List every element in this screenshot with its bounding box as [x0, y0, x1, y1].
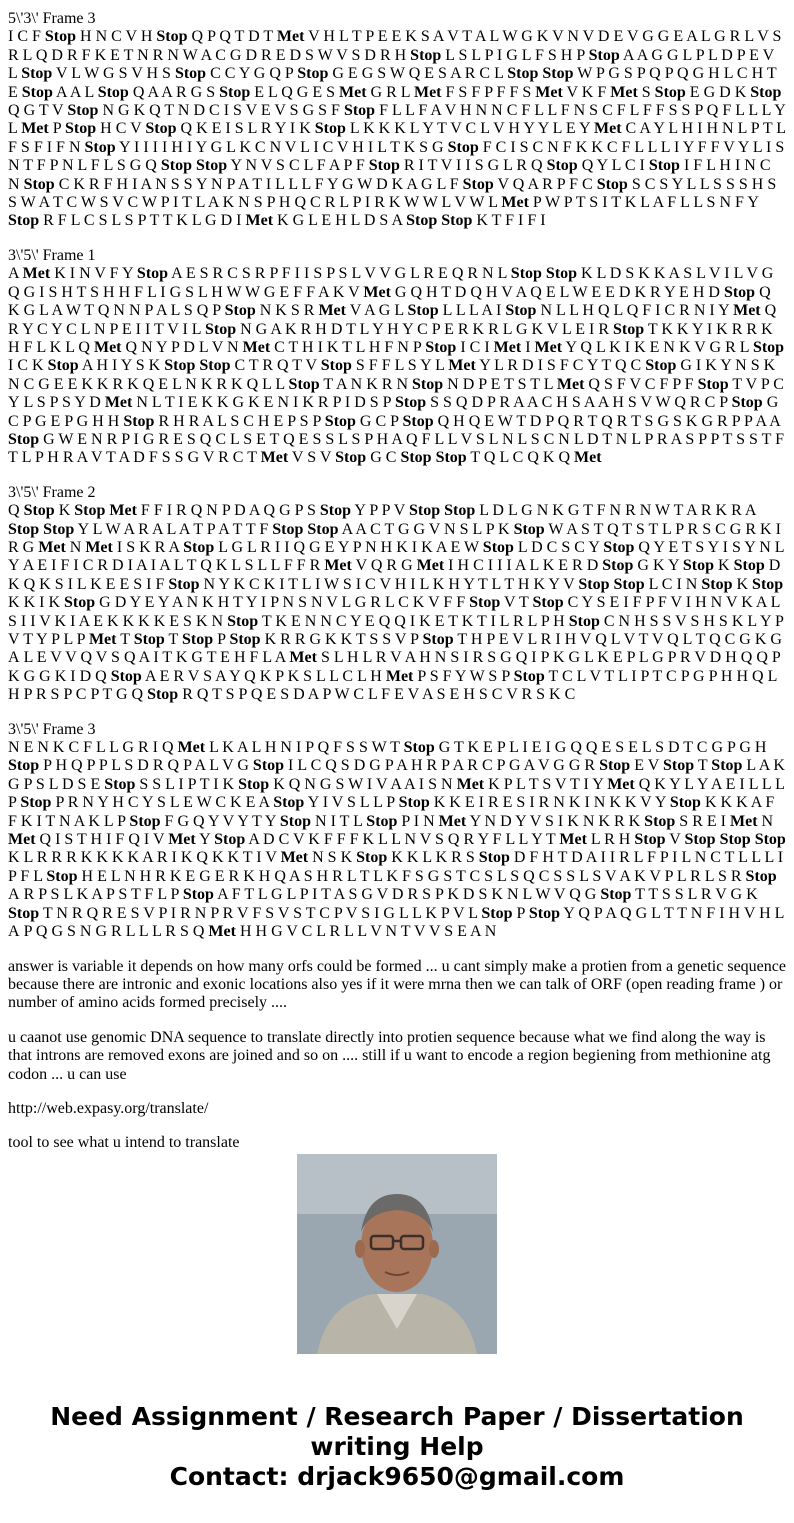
met-codon: Met	[594, 120, 622, 138]
stop-codon: Stop	[444, 502, 476, 520]
met-codon: Met	[574, 449, 602, 467]
stop-codon: Stop	[8, 904, 40, 922]
stop-codon: Stop	[156, 28, 188, 46]
stop-codon: Stop	[723, 283, 756, 301]
stop-codon: Stop	[64, 594, 96, 612]
stop-codon: Stop	[199, 357, 231, 375]
stop-codon: Stop	[183, 538, 215, 556]
met-codon: Met	[289, 649, 317, 667]
stop-codon: Stop	[238, 775, 270, 793]
stop-codon: Stop	[366, 812, 398, 830]
met-codon: Met	[242, 338, 271, 356]
stop-codon: Stop	[697, 375, 729, 393]
stop-codon: Stop	[252, 757, 285, 775]
answer-paragraph: answer is variable it depends on how many orfs could be formed ... u cant simply make a protien from a genetic sequence because there are intronic and exonic locations also yes if it were mrna then we can talk of ORF (open reading frame ) or number of amino acids formed precisely ....	[8, 957, 786, 1012]
met-codon: Met	[93, 338, 122, 356]
stop-codon: Stop	[123, 412, 155, 430]
met-codon: Met	[208, 923, 236, 941]
stop-codon: Stop	[602, 557, 634, 575]
stop-codon: Stop	[669, 794, 701, 812]
stop-codon: Stop	[410, 46, 442, 64]
stop-codon: Stop	[67, 102, 99, 120]
met-codon: Met	[85, 538, 113, 556]
stop-codon: Stop	[145, 120, 177, 138]
met-codon: Met	[38, 538, 66, 556]
stop-codon: Stop	[324, 412, 356, 430]
stop-codon: Stop	[23, 175, 55, 193]
stop-codon: Stop	[596, 175, 628, 193]
met-codon: Met	[339, 83, 367, 101]
stop-codon: Stop	[8, 212, 40, 230]
answer-paragraph: u caanot use genomic DNA sequence to translate directly into protien sequence because what we find along the way is that introns are removed exons are joined and so on .... still if u want to encode a region begiening from methionine atg codon ... u can use	[8, 1028, 771, 1083]
stop-codon: Stop	[425, 338, 457, 356]
stop-codon: Stop	[204, 320, 237, 338]
met-codon: Met	[729, 812, 758, 830]
met-codon: Met	[168, 831, 196, 849]
stop-codon: Stop	[182, 886, 214, 904]
met-codon: Met	[88, 631, 117, 648]
stop-codon: Stop	[320, 357, 352, 375]
stop-codon: Stop	[343, 102, 376, 120]
stop-codon: Stop	[634, 831, 666, 849]
stop-codon: Stop	[227, 612, 259, 630]
answer-content	[8, 10, 786, 1152]
stop-codon: Stop	[542, 65, 574, 83]
stop-codon: Stop	[97, 83, 129, 101]
met-codon: Met	[8, 831, 36, 849]
stop-codon: Stop	[74, 502, 106, 520]
frame-sequence: A Met K I N V F Y Stop A E S R C S R P F I I S P S L V V G L R E Q R N L Stop Stop K L D S K K A S L V I L V G Q G I S H T S H H F L I G S L H W W G E F F A K V Met G Q H T D Q H V A Q E L W E E D K R Y E H D Stop Q K G L A W T Q N N P A L S Q P Stop N K S R Met V A G L Stop L L L A I Stop N L L H Q L Q F I C R N I Y Met Q R Y C Y C L N P E I I T V I L Stop N G A K R H D T L Y H Y C P E R K R L G K V L E I R Stop T K K Y I K R R K H F L K L Q Met Q N Y P D L V N Met C T H I K T L H F N P Stop I C I Met I Met Y Q L K I K E N K V G R L Stop I C K Stop A H I Y S K Stop Stop C T R Q T V Stop S F F L S Y L Met Y L R D I S F C Y T Q C Stop G I K Y N S K N C G E E K K R K Q E L N K R K Q L L Stop T A N K R N Stop N D P E T S T L Met Q S F V C F P F Stop T V P C Y L S P S Y D Met N L T I E K K G K E N I K R P I D S P Stop S S Q D P R A A C H S A A H S V W Q R C P Stop G C P G E P G H H Stop R H R A L S C H E P S P Stop G C P Stop Q H Q E W T D P Q R T Q R T S G S K G R P P A A Stop G W E N R P I G R E S Q C L S E T Q E S S L S P H A Q F L L V S L N L S C N L D T N L P R A S P P T S S T F T L P H R A V T A D F S S G V R C T Met V S V Stop G C Stop Stop T Q L C Q K Q Met	[8, 265, 785, 467]
stop-codon: Stop	[44, 28, 77, 46]
frame-sequence: I C F Stop H N C V H Stop Q P Q T D T Met V H L T P E E K S A V T A L W G K V N V D E V G G E A L G R L V S R L Q D R F K E T N R N W A C G D R E D S W V S D R H Stop L S L P I G L F S H P Stop A A G G L P L D P E V L Stop V L W G S V H S Stop C C Y G Q P Stop G E G S W Q E S A R C L Stop Stop W P G S P Q P Q G H L C H T E Stop A A L Stop Q A A R G S Stop E L Q G E S Met G R L Met F S F P F F S Met V K F Met S Stop E G D K Stop Q G T V Stop N G K Q T N D C I S V E V S G S F Stop F L L F A V H N N C F L L F N S C F L F F S S P Q F L L L Y L Met P Stop H C V Stop Q K E I S L R Y I K Stop L K K K L Y T V C L V H Y Y L E Y Met C A Y L H I H N L P T L F S F I F N Stop Y I I I I H I Y G L K C N V L I C V H I L T K S G Stop F C I S C N F K K C F L L L I Y F F V Y L I S N T F P N L F L S G Q Stop Stop Y N V S C L F A P F Stop R I T V I I S G L R Q Stop Q Y L C I Stop I F L H I N C N Stop C K R F H I A N S S Y N P A T I L L L F Y G W D K A G L F Stop V Q A R P F C Stop S C S Y L L S S S H S S W A T C W S V C W P I T L A K N S P H Q C R L P I R K W W L V W L Met P W P T S I T K L A F L L S N F Y Stop R F L C S L S P T T K L G D I Met K G L E H L D S A Stop Stop K T F I F I	[8, 28, 786, 230]
frame-title: 3\'5\' Frame 3	[8, 720, 96, 738]
met-codon: Met	[438, 812, 467, 830]
frame-block	[8, 10, 786, 231]
met-codon: Met	[493, 338, 522, 356]
stop-codon: Stop	[613, 320, 645, 338]
stop-codon: Stop	[335, 449, 367, 467]
stop-codon: Stop	[47, 357, 79, 375]
stop-codon: Stop	[136, 265, 169, 283]
stop-codon: Stop	[21, 65, 53, 83]
stop-codon: Stop	[314, 120, 346, 138]
frame-sequence: Q Stop K Stop Met F F I R Q N P D A Q G P S Stop Y P P V Stop Stop L D L G N K G T F N R N W T A R K R A Stop Stop Y L W A R A L A T P A T T F Stop Stop A A C T G G V N S L P K Stop W A S T Q T S T L P R S C G R K I R G Met N Met I S K R A Stop L G L R I I Q G E Y P N H K I K A E W Stop L D C S C Y Stop Q Y E T S Y I S Y N L Y A E I F I C R D I A I A L T Q K L S L L F F R Met V Q R G Met I H C I I I A L K E R D Stop G K Y Stop K Stop D K Q K S I L K E E S I F Stop N Y K C K I T L I W S I C V H I L K H Y T L T H K Y V Stop Stop L C I N Stop K Stop K K I K Stop G D Y E Y A N K H T Y I P N S N V L G R L C K V F F Stop V T Stop C Y S E I F P F V I H N V K A L S I I V K I A E K K K K E S K N Stop T K E N N C Y E Q Q I K E T K T I L R L P H Stop C N H S S V S H S K L Y P V T Y P L P Met T Stop T Stop P Stop K R R G K K T S S V P Stop T H P E V L R I H V Q L V T V Q L T Q C G K G A L E V V Q V S Q A I T K G T E H F L A Met S L H L R V A H N S I R S G Q I P K G L K E P L G P R V D H Q Q P K G G K I D Q Stop A E R V S A Y Q K P K S L L C L H Met P S F Y W S P Stop T C L V T L I P T C P G P H H Q L H P R S P C P T G Q Stop R Q T S P Q E S D A P W C L F E V A S E H S C V R S K C	[8, 502, 784, 704]
met-codon: Met	[276, 28, 305, 46]
stop-codon: Stop	[279, 812, 312, 830]
stop-codon: Stop	[43, 520, 75, 538]
stop-codon: Stop	[400, 449, 432, 467]
stop-codon: Stop	[368, 157, 400, 175]
stop-codon: Stop	[219, 83, 251, 101]
stop-codon: Stop	[403, 739, 435, 757]
stop-codon: Stop	[588, 46, 620, 64]
met-codon: Met	[559, 831, 587, 849]
met-codon: Met	[733, 302, 761, 320]
met-codon: Met	[607, 775, 635, 793]
stop-codon: Stop	[174, 65, 207, 83]
met-codon: Met	[534, 338, 563, 356]
stop-codon: Stop	[613, 575, 645, 593]
stop-codon: Stop	[662, 757, 695, 775]
stop-codon: Stop	[701, 575, 733, 593]
met-codon: Met	[535, 83, 563, 101]
stop-codon: Stop	[46, 867, 78, 885]
frame-title: 5\'3\' Frame 3	[8, 10, 96, 27]
met-codon: Met	[556, 375, 585, 393]
stop-codon: Stop	[482, 538, 514, 556]
met-codon: Met	[324, 557, 352, 575]
stop-codon: Stop	[412, 375, 444, 393]
stop-codon: Stop	[214, 831, 246, 849]
stop-codon: Stop	[528, 904, 560, 922]
met-codon: Met	[413, 83, 442, 101]
frame-title: 3\'5\' Frame 1	[8, 246, 96, 264]
stop-codon: Stop	[684, 831, 716, 849]
stop-codon: Stop	[750, 83, 782, 101]
stop-codon: Stop	[407, 302, 439, 320]
met-codon: Met	[177, 739, 206, 757]
met-codon: Met	[22, 265, 51, 283]
stop-codon: Stop	[578, 575, 610, 593]
stop-codon: Stop	[110, 667, 142, 685]
stop-codon: Stop	[195, 157, 228, 175]
stop-codon: Stop	[603, 538, 635, 556]
frame-sequence: N E N K C F L L G R I Q Met L K A L H N I P Q F S S W T Stop G T K E P L I E I G Q Q E S E L S D T C G P G H Stop P H Q P P L S D R Q P A L V G Stop I L C Q S D G P A H R P A R C P G A V G G R Stop E V Stop T Stop L A K G P S L D S E Stop S S L I P T I K Stop K Q N G S W I V A A I S N Met K P L T S V T I Y Met Q K Y L Y A E I L L L P Stop P R N Y H C Y S L E W C K E A Stop Y I V S L L P Stop K K E I R E S I R N K I N K K V Y Stop K K K A F F K I T N A K L P Stop F G Q Y V Y T Y Stop N I T L Stop P I N Met Y N D Y V S I K N K R K Stop S R E I Met N Met Q I S T H I F Q I V Met Y Stop A D C V K F F F K L L N V S Q R Y F L L Y T Met L R H Stop V Stop Stop Stop K L R R R K K K K A R I K Q K K T I V Met N S K Stop K K L K R S Stop D F H T D A I I R L F P I L N C T L L L I P F L Stop H E L N H R K E G E R K H Q A S H R L T L K F S G S T C S L S Q C S S L S V A K V P L R L S R Stop A R P S L K A P S T F L P Stop A F T L G L P I T A S G V D R S P K D S K N L W V Q G Stop T T S S L R V G K Stop T N R Q R E S V P I R N P R V F S V S T C P V S I G L L K P V L Stop P Stop Y Q P A Q G L T T N F I H V H L A P Q G S N G R L L L R S Q Met H H G V C L R L L V N T V V S E A N	[8, 739, 786, 941]
frame-block	[8, 247, 786, 468]
stop-codon: Stop	[288, 375, 320, 393]
stop-codon: Stop	[297, 65, 329, 83]
met-codon: Met	[385, 667, 414, 685]
promo-headline-cont: writing Help	[310, 1432, 484, 1461]
stop-codon: Stop	[8, 520, 40, 538]
stop-codon: Stop	[513, 667, 545, 685]
stop-codon: Stop	[752, 338, 785, 356]
stop-codon: Stop	[682, 557, 715, 575]
stop-codon: Stop	[21, 83, 53, 101]
stop-codon: Stop	[406, 212, 438, 230]
stop-codon: Stop	[84, 138, 116, 156]
stop-codon: Stop	[719, 831, 751, 849]
stop-codon: Stop	[754, 831, 786, 849]
stop-codon: Stop	[356, 849, 388, 867]
stop-codon: Stop	[20, 794, 52, 812]
stop-codon: Stop	[648, 157, 680, 175]
stop-codon: Stop	[733, 557, 765, 575]
met-codon: Met	[280, 849, 309, 867]
stop-codon: Stop	[8, 757, 40, 775]
promo-banner	[0, 1402, 794, 1492]
stop-codon: Stop	[507, 65, 539, 83]
frame-block	[8, 484, 786, 705]
stop-codon: Stop	[752, 575, 784, 593]
met-codon: Met	[104, 394, 133, 412]
met-codon: Met	[363, 283, 391, 301]
promo-contact-email[interactable]: Contact: drjack9650@gmail.com	[169, 1462, 625, 1491]
stop-codon: Stop	[182, 631, 214, 648]
met-codon: Met	[416, 557, 445, 575]
stop-codon: Stop	[469, 594, 501, 612]
stop-codon: Stop	[545, 265, 578, 283]
stop-codon: Stop	[510, 265, 542, 283]
stop-codon: Stop	[546, 157, 578, 175]
met-codon: Met	[501, 194, 529, 212]
stop-codon: Stop	[229, 631, 261, 648]
met-codon: Met	[109, 502, 137, 520]
stop-codon: Stop	[731, 394, 763, 412]
stop-codon: Stop	[104, 775, 136, 793]
stop-codon: Stop	[447, 138, 479, 156]
promo-headline: Need Assignment / Research Paper / Dissertation	[50, 1402, 744, 1431]
stop-codon: Stop	[272, 520, 304, 538]
stop-codon: Stop	[422, 631, 454, 648]
stop-codon: Stop	[160, 157, 192, 175]
met-codon: Met	[456, 775, 485, 793]
stop-codon: Stop	[402, 412, 434, 430]
stop-codon: Stop	[435, 449, 467, 467]
stop-codon: Stop	[398, 794, 430, 812]
stop-codon: Stop	[532, 594, 564, 612]
met-codon: Met	[318, 302, 346, 320]
stop-codon: Stop	[8, 430, 40, 448]
met-codon: Met	[610, 83, 638, 101]
stop-codon: Stop	[394, 394, 427, 412]
answer-paragraph: tool to see what u intend to translate	[8, 1134, 240, 1152]
stop-codon: Stop	[147, 686, 179, 704]
frame-block	[8, 721, 786, 942]
met-codon: Met	[448, 357, 476, 375]
stop-codon: Stop	[645, 357, 677, 375]
stop-codon: Stop	[168, 575, 200, 593]
stop-codon: Stop	[654, 83, 686, 101]
stop-codon: Stop	[164, 357, 196, 375]
stop-codon: Stop	[441, 212, 473, 230]
stop-codon: Stop	[129, 812, 161, 830]
stop-codon: Stop	[505, 302, 537, 320]
stop-codon: Stop	[133, 631, 165, 648]
met-codon: Met	[245, 212, 274, 230]
stop-codon: Stop	[319, 502, 351, 520]
expert-portrait-avatar	[297, 1154, 497, 1354]
stop-codon: Stop	[481, 904, 513, 922]
frame-title: 3\'5\' Frame 2	[8, 483, 96, 501]
stop-codon: Stop	[462, 175, 494, 193]
avatar-portrait-icon	[297, 1154, 497, 1354]
stop-codon: Stop	[408, 502, 441, 520]
met-codon: Met	[21, 120, 49, 138]
stop-codon: Stop	[273, 794, 305, 812]
stop-codon: Stop	[599, 757, 631, 775]
met-codon: Met	[260, 449, 289, 467]
stop-codon: Stop	[711, 757, 743, 775]
stop-codon: Stop	[568, 612, 600, 630]
stop-codon: Stop	[600, 886, 632, 904]
promo-footer	[0, 1140, 794, 1523]
stop-codon: Stop	[745, 867, 777, 885]
translate-tool-link[interactable]: http://web.expasy.org/translate/	[8, 1099, 209, 1117]
stop-codon: Stop	[513, 520, 545, 538]
stop-codon: Stop	[23, 502, 55, 520]
stop-codon: Stop	[644, 812, 676, 830]
stop-codon: Stop	[65, 120, 97, 138]
stop-codon: Stop	[478, 849, 510, 867]
stop-codon: Stop	[307, 520, 339, 538]
stop-codon: Stop	[224, 302, 256, 320]
